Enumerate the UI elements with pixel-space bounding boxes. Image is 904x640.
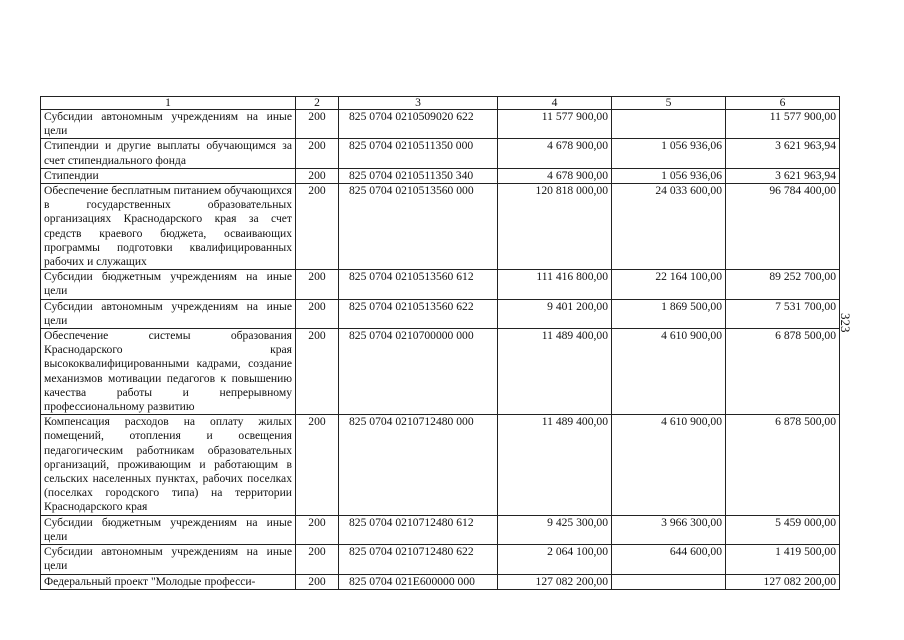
row-col2-cell: 200 [296,415,339,515]
row-name-cell: Субсидии автономным учреждениям на иные цели [41,299,296,328]
row-col5-cell: 4 610 900,00 [612,329,726,415]
row-col4-cell: 9 401 200,00 [498,299,612,328]
row-col5-cell: 1 869 500,00 [612,299,726,328]
table-row [41,515,840,544]
row-name-cell: Субсидии бюджетным учреждениям на иные цели [41,515,296,544]
row-col6-cell: 3 621 963,94 [726,139,840,168]
row-name-cell: Компенсация расходов на оплату жилых помещений, отопления и освещения педагогическим работникам образовательных организаций, проживающим и работающим в сельских населенных пунктах, рабочих поселках (поселках городского типа) на территории Краснодарского края [41,415,296,515]
row-col4-cell: 120 818 000,00 [498,184,612,270]
row-col4-cell: 11 489 400,00 [498,329,612,415]
row-col5-cell [612,110,726,139]
row-col4-cell: 2 064 100,00 [498,545,612,574]
row-col2-cell: 200 [296,574,339,589]
row-name-cell: Обеспечение бесплатным питанием обучающихся в государственных образовательных организациях Краснодарского края за счет средств краевого бюджета, осваивающих программы подготовки квалифицированных рабочих и служащих [41,184,296,270]
row-name-cell: Федеральный проект "Молодые професси- [41,574,296,589]
row-col2-cell: 200 [296,545,339,574]
row-name-cell: Стипендии [41,168,296,183]
row-code-cell: 825 0704 0210700000 000 [339,329,498,415]
row-col5-cell: 22 164 100,00 [612,270,726,299]
row-name-cell: Обеспечение системы образования Краснодарского края высококвалифицированными кадрами, создание механизмов мотивации педагогов к повышению качества работы и непрерывному профессиональному развитию [41,329,296,415]
row-col5-cell [612,574,726,589]
row-col4-cell: 11 577 900,00 [498,110,612,139]
table-row [41,168,840,183]
row-col5-cell: 24 033 600,00 [612,184,726,270]
row-col5-cell: 644 600,00 [612,545,726,574]
row-code-cell: 825 0704 0210712480 000 [339,415,498,515]
row-code-cell: 825 0704 0210511350 340 [339,168,498,183]
row-name-cell: Субсидии бюджетным учреждениям на иные цели [41,270,296,299]
row-col6-cell: 6 878 500,00 [726,329,840,415]
row-col2-cell: 200 [296,515,339,544]
row-col4-cell: 4 678 900,00 [498,139,612,168]
row-col6-cell: 3 621 963,94 [726,168,840,183]
table-header-row [41,97,840,110]
row-code-cell: 825 0704 0210509020 622 [339,110,498,139]
row-col6-cell: 7 531 700,00 [726,299,840,328]
row-col6-cell: 6 878 500,00 [726,415,840,515]
row-col6-cell: 96 784 400,00 [726,184,840,270]
row-col4-cell: 111 416 800,00 [498,270,612,299]
row-code-cell: 825 0704 0210513560 622 [339,299,498,328]
column-header: 5 [612,97,726,110]
row-code-cell: 825 0704 0210712480 612 [339,515,498,544]
column-header: 2 [296,97,339,110]
table-body [41,97,840,590]
row-col6-cell: 11 577 900,00 [726,110,840,139]
row-code-cell: 825 0704 0210513560 612 [339,270,498,299]
row-col6-cell: 89 252 700,00 [726,270,840,299]
table-row [41,110,840,139]
table-row [41,545,840,574]
table-row [41,270,840,299]
budget-table [40,96,840,590]
row-col6-cell: 127 082 200,00 [726,574,840,589]
page-number: 323 [838,313,853,333]
row-col5-cell: 1 056 936,06 [612,168,726,183]
row-name-cell: Субсидии автономным учреждениям на иные цели [41,545,296,574]
row-col2-cell: 200 [296,270,339,299]
row-col5-cell: 1 056 936,06 [612,139,726,168]
row-col2-cell: 200 [296,168,339,183]
row-col2-cell: 200 [296,184,339,270]
row-name-cell: Субсидии автономным учреждениям на иные цели [41,110,296,139]
row-col4-cell: 11 489 400,00 [498,415,612,515]
row-col6-cell: 5 459 000,00 [726,515,840,544]
row-code-cell: 825 0704 0210712480 622 [339,545,498,574]
table-row [41,329,840,415]
table-row [41,299,840,328]
table-row [41,139,840,168]
table-row [41,184,840,270]
row-col2-cell: 200 [296,110,339,139]
row-col2-cell: 200 [296,329,339,415]
column-header: 4 [498,97,612,110]
row-col4-cell: 127 082 200,00 [498,574,612,589]
column-header: 3 [339,97,498,110]
row-col5-cell: 4 610 900,00 [612,415,726,515]
row-col2-cell: 200 [296,299,339,328]
column-header: 1 [41,97,296,110]
row-col4-cell: 4 678 900,00 [498,168,612,183]
row-col5-cell: 3 966 300,00 [612,515,726,544]
row-code-cell: 825 0704 021E600000 000 [339,574,498,589]
row-code-cell: 825 0704 0210511350 000 [339,139,498,168]
row-col4-cell: 9 425 300,00 [498,515,612,544]
column-header: 6 [726,97,840,110]
table-row [41,574,840,589]
table-row [41,415,840,515]
row-name-cell: Стипендии и другие выплаты обучающимся за счет стипендиального фонда [41,139,296,168]
row-col2-cell: 200 [296,139,339,168]
row-col6-cell: 1 419 500,00 [726,545,840,574]
row-code-cell: 825 0704 0210513560 000 [339,184,498,270]
